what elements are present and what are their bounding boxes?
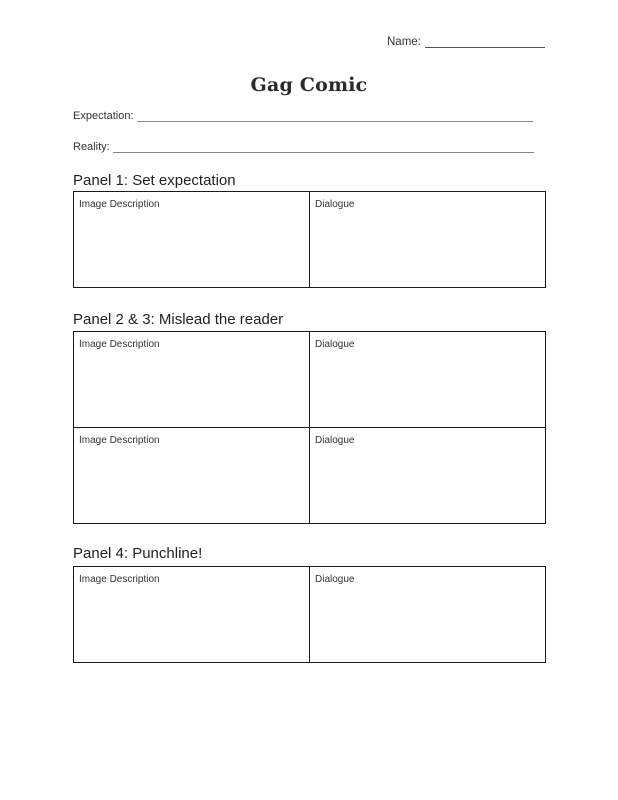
panel-row xyxy=(74,332,545,427)
panel-2-3-table xyxy=(73,331,546,524)
image-description-label: Image Description xyxy=(79,574,160,585)
dialogue-cell[interactable] xyxy=(310,192,545,287)
dialogue-label: Dialogue xyxy=(315,339,355,350)
panel-1-heading: Panel 1: Set expectation xyxy=(73,172,236,189)
name-field xyxy=(387,36,545,48)
image-description-cell[interactable] xyxy=(74,332,310,427)
image-description-cell[interactable] xyxy=(74,567,310,662)
name-blank-line[interactable] xyxy=(425,36,545,48)
panel-2-3-heading: Panel 2 & 3: Mislead the reader xyxy=(73,311,284,328)
expectation-field xyxy=(73,110,533,122)
dialogue-label: Dialogue xyxy=(315,435,355,446)
panel-row xyxy=(74,192,545,287)
panel-4-heading: Panel 4: Punchline! xyxy=(73,545,203,562)
image-description-label: Image Description xyxy=(79,339,160,350)
expectation-label: Expectation: xyxy=(73,110,134,122)
image-description-label: Image Description xyxy=(79,199,160,210)
page-title: Gag Comic xyxy=(250,74,368,96)
panel-4-table xyxy=(73,566,546,663)
panel-row xyxy=(74,427,545,523)
reality-label: Reality: xyxy=(73,141,110,153)
image-description-cell[interactable] xyxy=(74,192,310,287)
image-description-cell[interactable] xyxy=(74,428,310,523)
reality-field xyxy=(73,141,534,153)
dialogue-cell[interactable] xyxy=(310,567,545,662)
panel-1-table xyxy=(73,191,546,288)
reality-blank-line[interactable] xyxy=(113,142,534,153)
dialogue-label: Dialogue xyxy=(315,574,355,585)
expectation-blank-line[interactable] xyxy=(137,111,533,122)
panel-row xyxy=(74,567,545,662)
image-description-label: Image Description xyxy=(79,435,160,446)
name-label: Name: xyxy=(387,36,421,48)
dialogue-cell[interactable] xyxy=(310,332,545,427)
dialogue-label: Dialogue xyxy=(315,199,355,210)
dialogue-cell[interactable] xyxy=(310,428,545,523)
